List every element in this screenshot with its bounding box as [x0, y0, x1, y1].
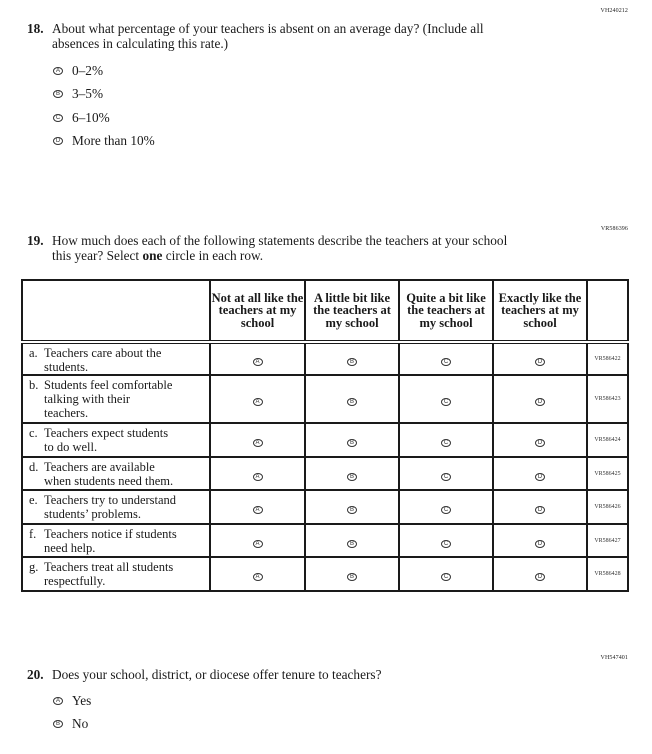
bubble-c-icon[interactable]: C	[441, 506, 451, 514]
column-header-a: Not at all like the teachers at my school	[210, 280, 305, 342]
statement-text: Teachers care about the	[44, 346, 162, 360]
statement	[22, 524, 210, 557]
row-letter: g.	[29, 560, 39, 574]
statement-text: students’ problems.	[44, 507, 141, 521]
bubble-a-icon[interactable]: A	[53, 697, 63, 705]
row-code: VR586423	[587, 375, 628, 423]
q18-option-b[interactable]	[53, 86, 103, 101]
row-code: VR586425	[587, 457, 628, 490]
table-row	[22, 524, 628, 557]
bubble-b-icon[interactable]: B	[347, 473, 357, 481]
bubble-a-icon[interactable]: A	[253, 398, 263, 406]
option-label: Yes	[72, 693, 92, 708]
statement-text: Teachers are available	[44, 460, 155, 474]
instruction-text: this year? Select	[52, 248, 143, 263]
option-label: No	[72, 716, 89, 731]
option-label: More than 10%	[72, 133, 155, 148]
statement	[22, 342, 210, 375]
question-text-continued	[27, 248, 587, 263]
statement	[22, 490, 210, 524]
q18-option-c[interactable]	[53, 110, 110, 125]
statement-text: Teachers treat all students	[44, 560, 174, 574]
grid-header-code-blank	[587, 280, 628, 342]
item-code-q20: VH547401	[600, 655, 628, 661]
statement-text: Teachers expect students	[44, 426, 169, 440]
column-header-c: Quite a bit like the teachers at my school	[399, 280, 493, 342]
statement-text: talking with their	[44, 392, 131, 406]
option-label: 6–10%	[72, 110, 110, 125]
bubble-d-icon[interactable]: D	[535, 540, 545, 548]
q20-option-a[interactable]	[53, 693, 91, 708]
bubble-a-icon[interactable]: A	[253, 473, 263, 481]
table-row	[22, 557, 628, 591]
q18-option-d[interactable]	[53, 133, 155, 148]
statement-text: teachers.	[44, 406, 89, 420]
bubble-d-icon[interactable]: D	[535, 473, 545, 481]
statement-text: need help.	[44, 541, 96, 555]
option-label: 3–5%	[72, 86, 104, 101]
question-text: Does your school, district, or diocese offer tenure to teachers?	[52, 667, 382, 682]
row-letter: b.	[29, 378, 39, 392]
question-text-continued: absences in calculating this rate.)	[52, 36, 229, 51]
statement-text: when students need them.	[44, 474, 174, 488]
instruction-emphasis: one	[142, 248, 163, 263]
table-row	[22, 423, 628, 457]
q18-option-a[interactable]	[53, 63, 103, 78]
option-label: 0–2%	[72, 63, 104, 78]
statement-text: to do well.	[44, 440, 98, 454]
bubble-d-icon[interactable]: D	[535, 358, 545, 366]
row-code: VR586422	[587, 342, 628, 375]
table-row	[22, 490, 628, 524]
question-19	[27, 233, 587, 263]
bubble-c-icon[interactable]: C	[53, 114, 63, 122]
statement	[22, 375, 210, 423]
row-letter: e.	[29, 493, 38, 507]
bubble-b-icon[interactable]: B	[53, 720, 63, 728]
table-row	[22, 342, 628, 375]
bubble-b-icon[interactable]: B	[347, 573, 357, 581]
row-letter: f.	[29, 527, 37, 541]
bubble-a-icon[interactable]: A	[253, 439, 263, 447]
column-header-b: A little bit like the teachers at my school	[305, 280, 399, 342]
statement-text: students.	[44, 360, 89, 374]
statement	[22, 557, 210, 591]
instruction-text: circle in each row.	[162, 248, 264, 263]
question-20	[27, 667, 587, 682]
bubble-a-icon[interactable]: A	[253, 573, 263, 581]
question-number: 18.	[27, 21, 44, 36]
question-text: How much does each of the following statements describe the teachers at your school	[52, 233, 508, 248]
bubble-c-icon[interactable]: C	[441, 573, 451, 581]
bubble-d-icon[interactable]: D	[535, 398, 545, 406]
row-letter: d.	[29, 460, 39, 474]
bubble-b-icon[interactable]: B	[347, 540, 357, 548]
row-code: VR586426	[587, 490, 628, 524]
table-row	[22, 375, 628, 423]
question-text: About what percentage of your teachers is absent on an average day? (Include all	[52, 21, 484, 36]
statement-text: respectfully.	[44, 574, 106, 588]
item-code-q18: VH240212	[600, 8, 628, 14]
row-letter: a.	[29, 346, 38, 360]
bubble-b-icon[interactable]: B	[347, 358, 357, 366]
bubble-d-icon[interactable]: D	[535, 506, 545, 514]
grid-header-row	[22, 280, 628, 342]
statement-text: Teachers try to understand	[44, 493, 177, 507]
statement-text: Students feel comfortable	[44, 378, 173, 392]
bubble-a-icon[interactable]: A	[53, 67, 63, 75]
grid-header-blank	[22, 280, 210, 342]
bubble-b-icon[interactable]: B	[347, 506, 357, 514]
statement-text: Teachers notice if students	[44, 527, 177, 541]
bubble-d-icon[interactable]: D	[53, 137, 63, 145]
bubble-d-icon[interactable]: D	[535, 573, 545, 581]
bubble-a-icon[interactable]: A	[253, 358, 263, 366]
statement	[22, 457, 210, 490]
question-number: 19.	[27, 233, 44, 248]
bubble-c-icon[interactable]: C	[441, 398, 451, 406]
bubble-c-icon[interactable]: C	[441, 439, 451, 447]
question-18	[27, 21, 587, 51]
row-letter: c.	[29, 426, 38, 440]
bubble-c-icon[interactable]: C	[441, 540, 451, 548]
bubble-b-icon[interactable]: B	[347, 398, 357, 406]
statement	[22, 423, 210, 457]
row-code: VR586427	[587, 524, 628, 557]
table-row	[22, 457, 628, 490]
question-number: 20.	[27, 667, 44, 682]
bubble-b-icon[interactable]: B	[53, 90, 63, 98]
bubble-c-icon[interactable]: C	[441, 473, 451, 481]
item-code-q19: VR586396	[600, 226, 628, 232]
bubble-a-icon[interactable]: A	[253, 506, 263, 514]
row-code: VR586424	[587, 423, 628, 457]
row-code: VR586428	[587, 557, 628, 591]
bubble-d-icon[interactable]: D	[535, 439, 545, 447]
q20-option-b[interactable]	[53, 716, 88, 731]
bubble-a-icon[interactable]: A	[253, 540, 263, 548]
bubble-b-icon[interactable]: B	[347, 439, 357, 447]
q19-response-grid	[21, 279, 629, 592]
column-header-d: Exactly like the teachers at my school	[493, 280, 587, 342]
bubble-c-icon[interactable]: C	[441, 358, 451, 366]
